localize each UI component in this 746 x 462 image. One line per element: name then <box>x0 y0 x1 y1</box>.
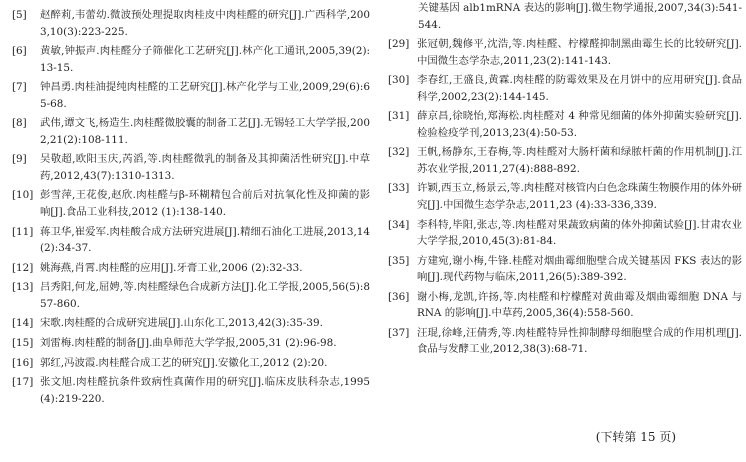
reference-text: 方建宛,谢小梅,牛锋.桂醛对烟曲霉细胞壁合成关键基因 FKS 表达的影响[J].现代药物与临床,2011,26(5):389-392. <box>417 254 742 284</box>
reference-number: [13] <box>12 281 34 294</box>
reference-item <box>0 151 374 184</box>
reference-text: 许颖,西玉立,杨景云,等.肉桂醛对核管内白色念珠菌生物膜作用的体外研究[J].中国微生态学杂志,2011,23 (4):33-336,339. <box>417 182 742 211</box>
reference-number: [29] <box>388 38 410 51</box>
reference-text: 张冠朝,魏修平,沈浩,等.肉桂醛、柠檬醛抑制黑曲霉生长的比较研究[J].中国微生态学杂志,2011,23(2):141-143. <box>417 38 742 67</box>
reference-text: 刘雷梅.肉桂醛的制备[J].曲阜师范大学学报,2005,31 (2):96-98. <box>40 336 337 349</box>
reference-number: [35] <box>388 254 410 267</box>
reference-text: 武伟,谭文飞,杨造生.肉桂醛微胶囊的制备工艺[J].无锡轻工大学学报,2002,21(2):108-111. <box>40 117 370 146</box>
reference-item <box>0 315 374 332</box>
reference-number: [6] <box>12 45 27 58</box>
reference-text: 姚海燕,肖霄.肉桂醛的应用[J].牙膏工业,2006 (2):32-33. <box>40 261 303 274</box>
reference-text: 黄敏,钟振声.肉桂醛分子筛催化工艺研究[J].林产化工通讯,2005,39(2):13-15. <box>40 45 370 74</box>
reference-number: [14] <box>12 317 34 330</box>
reference-text: 汪琨,徐峰,汪倩秀,等.肉桂醛特异性抑制酵母细胞壁合成的作用机理[J].食品与发酵工业,2012,38(3):68-71. <box>417 326 742 356</box>
reference-number: [12] <box>12 261 34 274</box>
reference-item <box>380 325 746 358</box>
reference-number: [17] <box>12 376 34 389</box>
right-reference-column <box>380 0 746 361</box>
reference-text: 吴敬超,欧阳玉庆,芮滔,等.肉桂醛微乳的制备及其抑菌活性研究[J].中草药,2012,43(7):1310-1313. <box>40 153 370 182</box>
reference-number: [16] <box>12 356 34 369</box>
reference-number: [32] <box>388 146 410 159</box>
reference-number: [9] <box>12 153 27 166</box>
reference-item <box>380 253 746 286</box>
reference-item <box>0 374 374 407</box>
reference-item <box>0 355 374 372</box>
reference-item <box>380 144 746 177</box>
reference-number: [7] <box>12 81 27 94</box>
reference-text: 宋歌.肉桂醛的合成研究进展[J].山东化工,2013,42(3):35-39. <box>40 317 323 330</box>
reference-text: 谢小梅,龙凯,许扬,等.肉桂醛和柠檬醛对黄曲霉及烟曲霉细胞 DNA 与 RNA 的影响[J].中草药,2005,36(4):558-560. <box>417 290 742 320</box>
left-reference-column <box>0 0 374 410</box>
reference-item <box>0 43 374 76</box>
reference-number: [8] <box>12 117 27 130</box>
reference-text: 李春红,王盛良,黄霖.肉桂醛的防霉效果及在月饼中的应用研究[J].食品科学,2002,23(2):144-145. <box>417 74 742 103</box>
reference-item <box>380 180 746 213</box>
reference-number: [10] <box>12 189 34 202</box>
reference-text: 钟昌勇.肉桂油提纯肉桂醛的工艺研究[J].林产化学与工业,2009,29(6):65-68. <box>40 81 370 110</box>
continued-on-page-note: (下转第 15 页) <box>595 430 676 444</box>
reference-number: [30] <box>388 74 410 87</box>
reference-number: [5] <box>12 9 27 21</box>
reference-text: 李科特,毕阳,张志,等.肉桂醛对果蔬致病菌的体外抑菌试验[J].甘肃农业大学学报,2010,45(3):81-84. <box>417 218 742 248</box>
reference-text: 吕秀阳,何龙,屈娉,等.肉桂醛绿色合成新方法[J].化工学报,2005,56(5):857-860. <box>40 281 370 310</box>
reference-item <box>0 115 374 148</box>
reference-number: [11] <box>12 225 34 238</box>
reference-text: 王帆,杨静东,王春梅,等.肉桂醛对大肠杆菌和绿脓杆菌的作用机制[J].江苏农业学报,2011,27(4):888-892. <box>417 146 742 175</box>
reference-text: 彭雪萍,王花俊,赵欣.肉桂醛与β-环糊精包合前后对抗氧化性及抑菌的影响[J].食品工业科技,2012 (1):138-140. <box>40 189 370 218</box>
reference-text: 薛京昌,徐晓怡,郑海松.肉桂醛对 4 种常见细菌的体外抑菌实验研究[J].检验检疫学刊,2013,23(4):50-53. <box>417 110 742 139</box>
reference-continuation: 关键基因 alb1mRNA 表达的影响[J].微生物学通报,2007,34(3):541-544. <box>418 2 742 31</box>
reference-item <box>0 260 374 277</box>
reference-number: [33] <box>388 182 410 195</box>
reference-number: [36] <box>388 290 410 303</box>
reference-item <box>380 36 746 69</box>
reference-number: [34] <box>388 218 410 231</box>
reference-text: 郭红,冯波霞.肉桂醛合成工艺的研究[J].安徽化工,2012 (2):20. <box>40 356 328 369</box>
reference-item <box>380 289 746 322</box>
reference-item <box>0 7 374 40</box>
reference-item <box>0 335 374 352</box>
reference-item <box>0 279 374 312</box>
reference-item <box>0 224 374 257</box>
reference-text: 张文旭.肉桂醛抗条件致病性真菌作用的研究[J].临床皮肤科杂志,1995 (4):219-220. <box>40 376 370 405</box>
reference-item <box>380 217 746 250</box>
reference-item <box>0 187 374 220</box>
reference-number: [31] <box>388 110 410 123</box>
reference-text: 赵醉莉,韦蕾幼.微波预处理提取肉桂皮中肉桂醛的研究[J].广西科学,2003,10(3):223-225. <box>40 9 370 38</box>
reference-item <box>0 79 374 112</box>
reference-text: 蒋卫华,崔爱军.肉桂酸合成方法研究进展[J].精细石油化工进展,2013,14(2):34-37. <box>40 225 370 255</box>
reference-number: [15] <box>12 336 34 349</box>
reference-number: [37] <box>388 326 410 339</box>
reference-item <box>380 72 746 105</box>
reference-item <box>380 108 746 141</box>
